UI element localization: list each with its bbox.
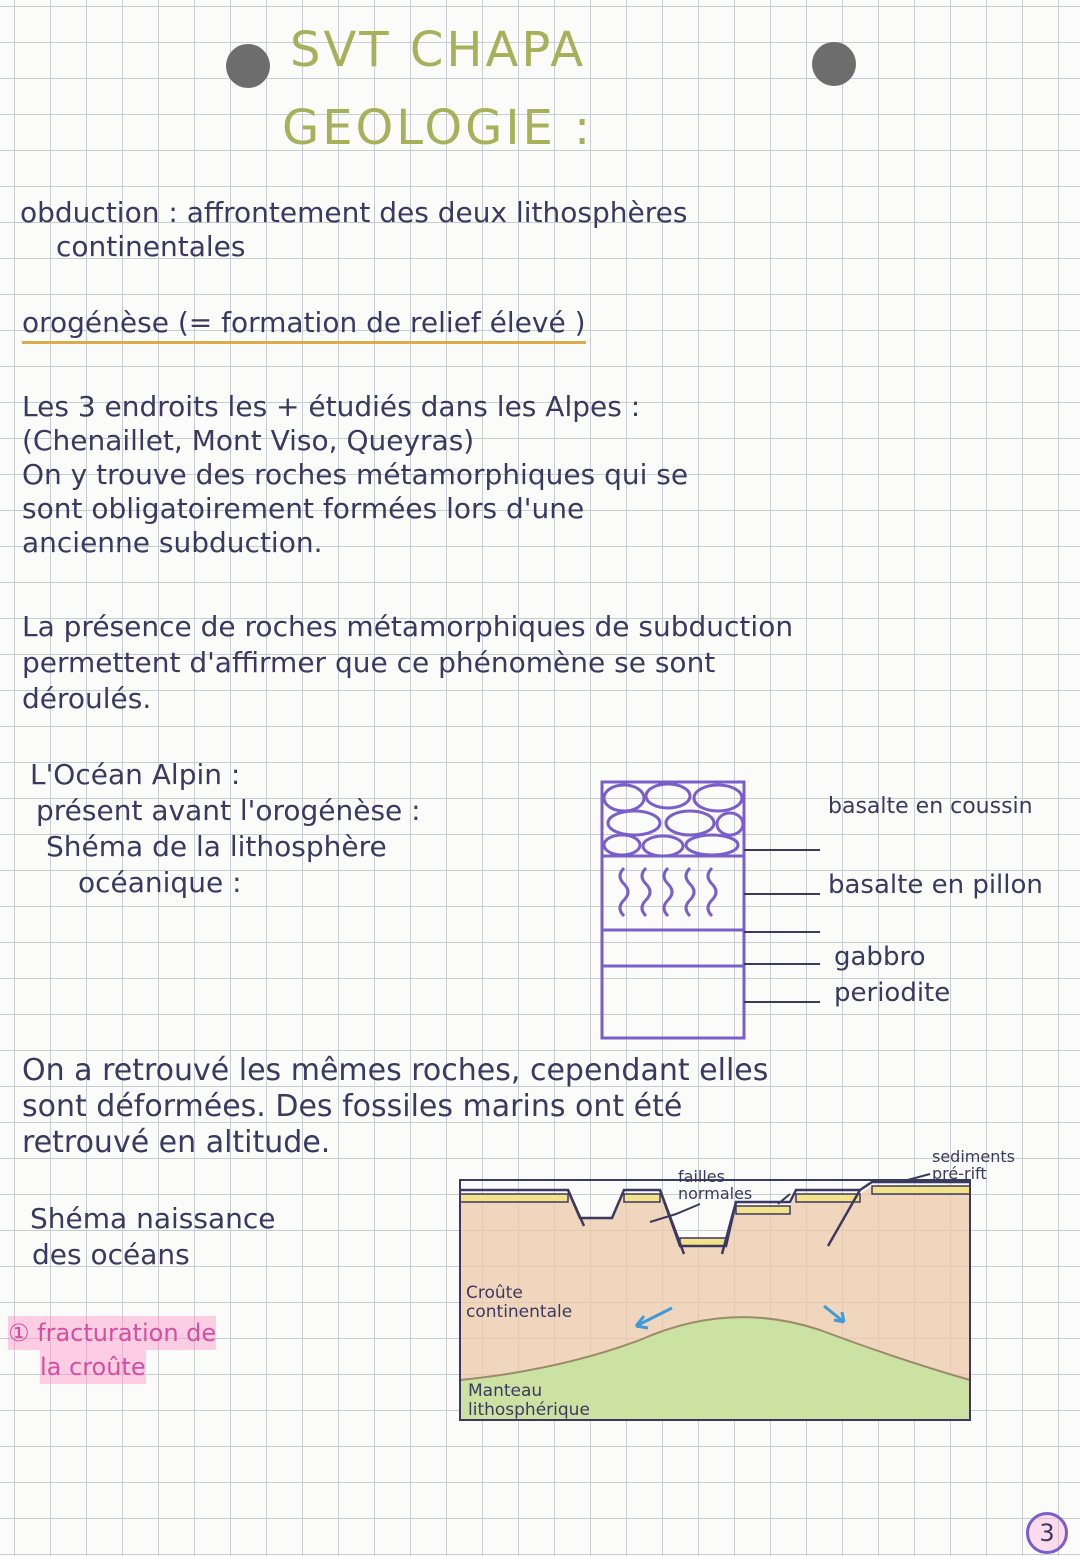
schema-title-line-2: des océans <box>32 1238 190 1271</box>
label-basalte-pillon: basalte en pillon <box>828 870 1043 900</box>
alpes-line-3: On y trouve des roches métamorphiques qui se <box>22 458 689 491</box>
ocean-line-4: océanique : <box>78 866 242 899</box>
presence-line-1: La présence de roches métamorphiques de subduction <box>22 610 794 643</box>
presence-line-3: déroulés. <box>22 682 152 715</box>
ocean-line-2: présent avant l'orogénèse : <box>36 794 421 827</box>
step-1-line-1: ① fracturation de <box>8 1316 216 1350</box>
page-subtitle: GEOLOGIE : <box>282 100 594 156</box>
alpes-line-5: ancienne subduction. <box>22 526 323 559</box>
page-number-badge: 3 <box>1026 1512 1068 1554</box>
obduction-line-1: obduction : affrontement des deux lithosphères <box>20 196 688 229</box>
alpes-line-2: (Chenaillet, Mont Viso, Queyras) <box>22 424 475 457</box>
retrouve-line-2: sont déformées. Des fossiles marins ont été <box>22 1089 683 1124</box>
alpes-line-4: sont obligatoirement formées lors d'une <box>22 492 585 525</box>
label-periodite: periodite <box>834 978 951 1008</box>
retrouve-line-1: On a retrouvé les mêmes roches, cependant elles <box>22 1053 769 1088</box>
page-title: SVT CHAPA <box>290 22 587 78</box>
label-gabbro: gabbro <box>834 942 926 972</box>
label-croute-continentale: Croûte continentale <box>466 1283 573 1322</box>
label-failles-normales: failles normales <box>678 1167 753 1203</box>
ocean-line-1: L'Océan Alpin : <box>30 758 241 791</box>
label-sediments-pre-rift: sediments pré-rift <box>932 1147 1015 1183</box>
retrouve-line-3: retrouvé en altitude. <box>22 1125 331 1160</box>
ocean-line-3: Shéma de la lithosphère <box>46 830 387 863</box>
obduction-line-2: continentales <box>56 230 246 263</box>
orogenese-line: orogénèse (= formation de relief élevé ) <box>22 306 586 344</box>
alpes-line-1: Les 3 endroits les + étudiés dans les Alpes : <box>22 390 641 423</box>
schema-title-line-1: Shéma naissance <box>30 1202 276 1235</box>
label-manteau-lithospherique: Manteau lithosphérique <box>468 1381 590 1420</box>
label-basalte-coussin: basalte en coussin <box>828 794 1033 819</box>
step-1-line-2: la croûte <box>40 1350 146 1384</box>
presence-line-2: permettent d'affirmer que ce phénomène se sont <box>22 646 716 679</box>
